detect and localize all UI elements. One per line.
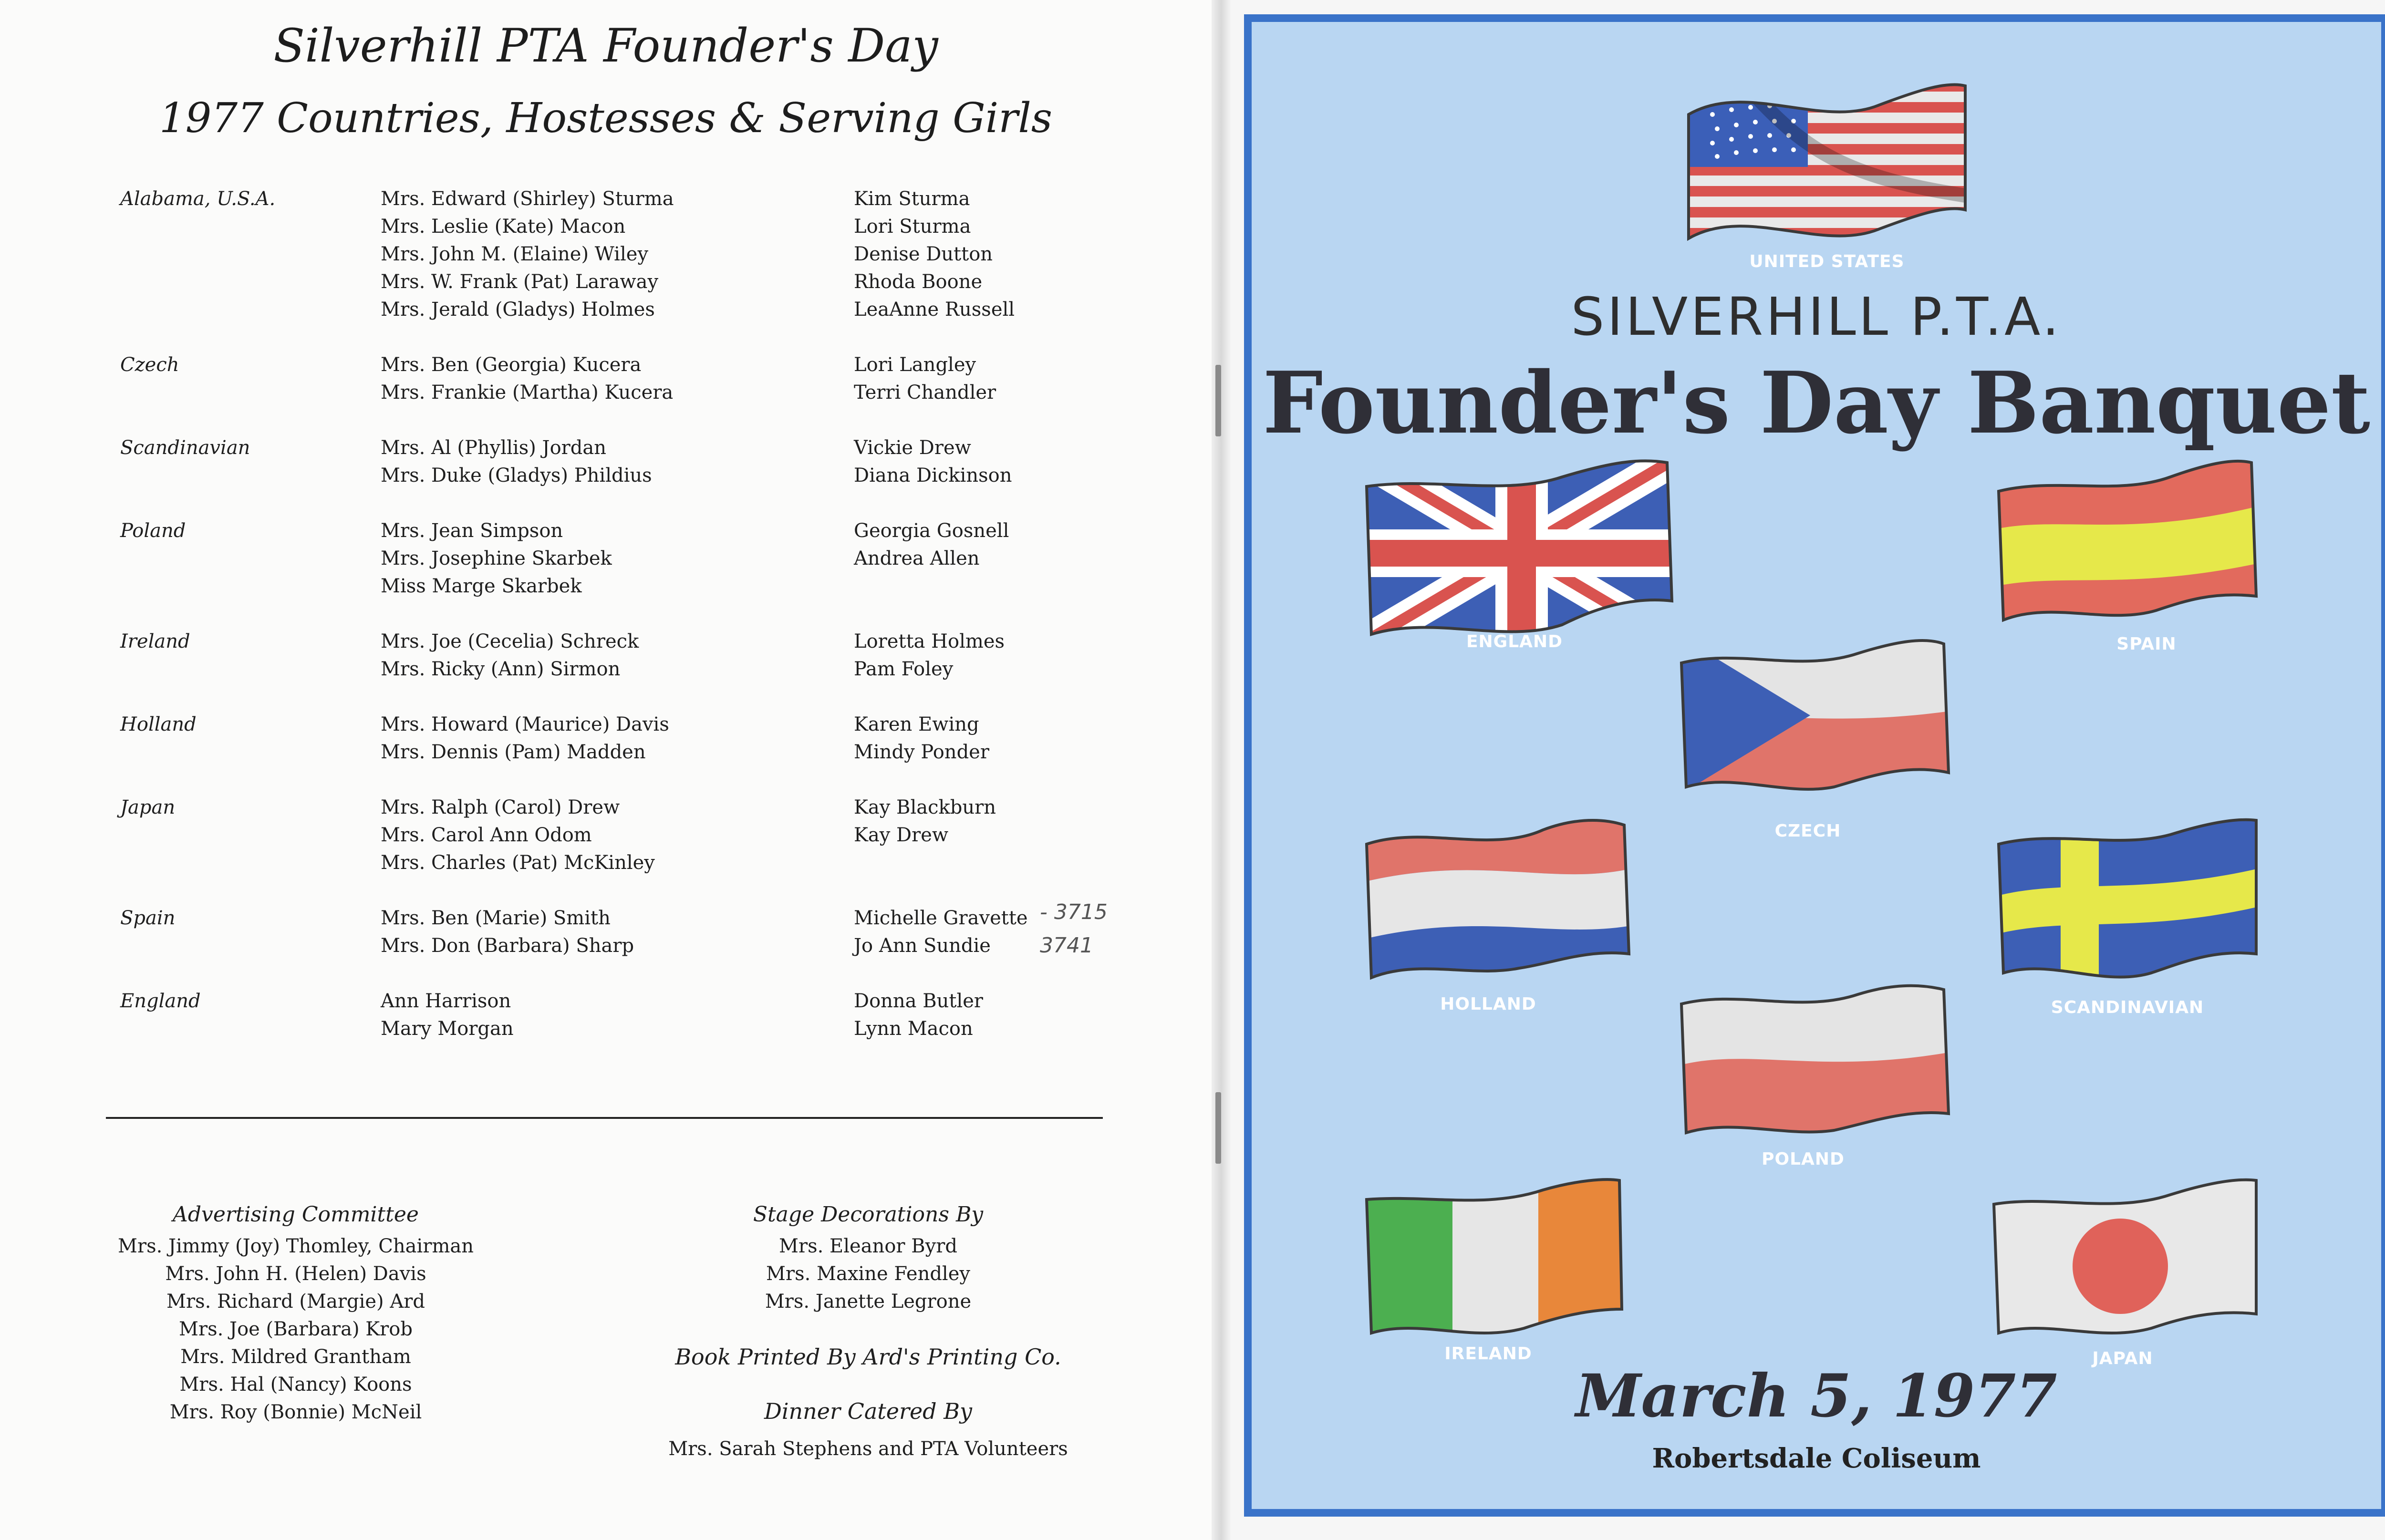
hostess-name: Mrs. Jerald (Gladys) Holmes — [381, 299, 655, 320]
poland-flag-icon — [1677, 980, 1953, 1142]
serving-girl-name: Donna Butler — [854, 990, 984, 1012]
country-name: Holland — [120, 713, 197, 735]
flag-united-states — [1679, 72, 1975, 253]
serving-girl-name: Lori Langley — [854, 354, 976, 376]
country-name: Czech — [120, 354, 179, 376]
handwritten-number: 3741 — [1040, 933, 1093, 958]
flag-japan — [1989, 1176, 2261, 1352]
page-title: Silverhill PTA Founder's Day — [273, 19, 938, 72]
hostess-name: Mrs. John M. (Elaine) Wiley — [381, 243, 649, 265]
section-heading: Stage Decorations By — [753, 1202, 984, 1227]
book-spine — [1212, 0, 1231, 1540]
serving-girl-name: Loretta Holmes — [854, 630, 1005, 652]
hostess-name: Mrs. Duke (Gladys) Phildius — [381, 465, 652, 486]
serving-girl-list — [854, 711, 989, 766]
hostess-name: Mrs. Leslie (Kate) Macon — [381, 216, 626, 238]
serving-girl-name: Andrea Allen — [854, 548, 980, 569]
serving-girl-name: Kim Sturma — [854, 188, 970, 210]
hostess-name: Mrs. Jean Simpson — [381, 520, 563, 542]
hostess-name: Mrs. Howard (Maurice) Davis — [381, 713, 669, 735]
hostess-name: Mrs. Joe (Cecelia) Schreck — [381, 630, 639, 652]
flag-label-poland: POLAND — [1762, 1149, 1845, 1169]
czech-flag-icon — [1677, 634, 1953, 796]
event-date: March 5, 1977 — [1576, 1362, 2057, 1431]
spain-flag-icon — [1994, 458, 2261, 634]
hostess-list — [381, 628, 639, 683]
serving-girl-list — [854, 628, 1005, 683]
catering-heading: Dinner Catered By — [764, 1398, 973, 1424]
hostess-name: Mrs. Ricky (Ann) Sirmon — [381, 658, 621, 680]
committee-member: Mrs. Joe (Barbara) Krob — [179, 1318, 413, 1340]
flag-scandinavian — [1994, 816, 2261, 992]
page-subtitle: 1977 Countries, Hostesses & Serving Girls — [159, 94, 1053, 142]
flag-label-holland: HOLLAND — [1440, 994, 1536, 1014]
flag-label-spain: SPAIN — [2116, 634, 2177, 654]
printer-credit: Book Printed By Ard's Printing Co. — [675, 1344, 1061, 1370]
hostess-list — [381, 517, 612, 600]
hostess-list — [381, 351, 673, 406]
hostess-list — [381, 185, 674, 323]
event-venue: Robertsdale Coliseum — [1652, 1443, 1981, 1474]
hostess-name: Mrs. W. Frank (Pat) Laraway — [381, 271, 659, 293]
country-name: Poland — [120, 520, 186, 542]
serving-girl-name: LeaAnne Russell — [854, 299, 1015, 320]
committee-member: Mrs. Roy (Bonnie) McNeil — [169, 1401, 422, 1423]
flag-label-japan: JAPAN — [2092, 1349, 2153, 1368]
holland-flag-icon — [1362, 816, 1634, 987]
ireland-flag-icon — [1362, 1176, 1629, 1347]
flag-poland — [1677, 980, 1953, 1142]
decorator-name: Mrs. Eleanor Byrd — [779, 1235, 957, 1257]
hostess-list — [381, 987, 514, 1043]
flag-holland — [1362, 816, 1634, 987]
flag-label-scandinavian: SCANDINAVIAN — [2051, 998, 2204, 1017]
advertising-committee — [76, 1197, 515, 1426]
hostess-name: Mrs. Josephine Skarbek — [381, 548, 612, 569]
serving-girl-name: Michelle Gravette — [854, 907, 1028, 929]
flag-spain — [1994, 458, 2261, 634]
country-name: Japan — [120, 796, 176, 818]
serving-girl-list — [854, 987, 983, 1043]
serving-girl-name: Terri Chandler — [854, 382, 996, 403]
flag-label-czech: CZECH — [1774, 821, 1841, 841]
hostess-name: Mrs. Ben (Marie) Smith — [381, 907, 611, 929]
flag-label-ireland: IRELAND — [1444, 1344, 1532, 1364]
staple — [1215, 365, 1221, 436]
serving-girl-name: Kay Blackburn — [854, 796, 996, 818]
hostess-name: Mrs. Dennis (Pam) Madden — [381, 741, 646, 763]
hostess-list — [381, 711, 669, 766]
serving-girl-name: Kay Drew — [854, 824, 949, 846]
hostess-list — [381, 434, 652, 489]
hostess-name: Mrs. Frankie (Martha) Kucera — [381, 382, 674, 403]
caterer-name: Mrs. Sarah Stephens and PTA Volunteers — [668, 1438, 1068, 1460]
country-name: Spain — [120, 907, 176, 929]
hostess-name: Mrs. Edward (Shirley) Sturma — [381, 188, 674, 210]
committee-member: Mrs. Jimmy (Joy) Thomley, Chairman — [118, 1235, 474, 1257]
hostess-list — [381, 904, 634, 960]
committee-member: Mrs. Hal (Nancy) Koons — [179, 1374, 412, 1395]
serving-girl-name: Denise Dutton — [854, 243, 993, 265]
stage-decorations — [630, 1197, 1107, 1315]
serving-girl-name: Lynn Macon — [854, 1018, 973, 1040]
serving-girl-list — [854, 351, 996, 406]
staple — [1215, 1092, 1221, 1164]
committee-member: Mrs. Mildred Grantham — [180, 1346, 411, 1368]
serving-girl-name: Jo Ann Sundie — [854, 935, 991, 957]
cover-title: Founder's Day Banquet — [1263, 353, 2370, 453]
hostess-name: Mrs. Ralph (Carol) Drew — [381, 796, 620, 818]
hostess-name: Miss Marge Skarbek — [381, 575, 582, 597]
hostess-name: Mrs. Don (Barbara) Sharp — [381, 935, 634, 957]
united-states-flag-icon — [1679, 72, 1975, 253]
committee-member: Mrs. John H. (Helen) Davis — [165, 1263, 426, 1285]
hostess-name: Ann Harrison — [381, 990, 511, 1012]
england-flag-icon — [1362, 458, 1677, 644]
flag-label-united-states: UNITED STATES — [1749, 252, 1905, 271]
handwritten-note — [1040, 896, 1108, 962]
hostess-name: Mary Morgan — [381, 1018, 514, 1040]
country-name: England — [120, 990, 201, 1012]
serving-girl-list — [854, 434, 1012, 489]
serving-girl-list — [854, 185, 1015, 323]
committee-member: Mrs. Richard (Margie) Ard — [166, 1291, 425, 1313]
section-heading: Advertising Committee — [173, 1202, 419, 1227]
cover-subtitle: SILVERHILL P.T.A. — [1571, 286, 2062, 347]
flag-czech — [1677, 634, 1953, 796]
section-divider — [106, 1117, 1103, 1119]
hostess-list — [381, 794, 655, 877]
hostess-name: Mrs. Al (Phyllis) Jordan — [381, 437, 606, 459]
hostess-name: Mrs. Ben (Georgia) Kucera — [381, 354, 642, 376]
serving-girl-name: Lori Sturma — [854, 216, 971, 238]
country-name: Scandinavian — [120, 437, 250, 459]
serving-girl-name: Rhoda Boone — [854, 271, 983, 293]
serving-girl-list — [854, 517, 1009, 572]
decorator-name: Mrs. Maxine Fendley — [766, 1263, 970, 1285]
flag-ireland — [1362, 1176, 1629, 1347]
serving-girl-name: Mindy Ponder — [854, 741, 989, 763]
decorator-name: Mrs. Janette Legrone — [765, 1291, 972, 1313]
scandinavian-flag-icon — [1994, 816, 2261, 992]
country-name: Alabama, U.S.A. — [120, 188, 276, 210]
serving-girl-name: Vickie Drew — [854, 437, 971, 459]
handwritten-number: - 3715 — [1040, 900, 1108, 924]
japan-flag-icon — [1989, 1176, 2261, 1352]
hostess-name: Mrs. Charles (Pat) McKinley — [381, 852, 655, 874]
flag-england — [1362, 458, 1677, 644]
country-name: Ireland — [120, 630, 190, 652]
serving-girl-name: Georgia Gosnell — [854, 520, 1009, 542]
serving-girl-name: Diana Dickinson — [854, 465, 1012, 486]
serving-girl-name: Pam Foley — [854, 658, 954, 680]
serving-girl-list — [854, 904, 1028, 960]
serving-girl-name: Karen Ewing — [854, 713, 979, 735]
hostess-name: Mrs. Carol Ann Odom — [381, 824, 592, 846]
flag-label-england: ENGLAND — [1466, 632, 1563, 651]
serving-girl-list — [854, 794, 996, 849]
